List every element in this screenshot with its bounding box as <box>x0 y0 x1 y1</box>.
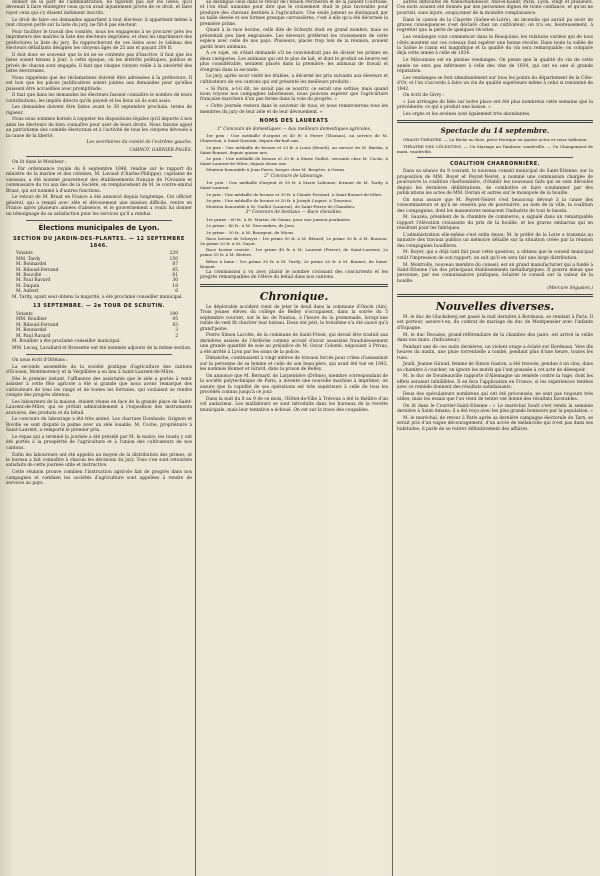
vote-count: 87 <box>172 262 178 268</box>
paragraph: donner de la part de l'administration, ne figurent pas sur les listes; qu'il devenait à faire réintégrer ceux qu'on avait injustement privés de ce droit, et faire rayer ceux qui s'y étaient indûment inscrits. <box>6 0 192 16</box>
paragraph: M. le maréchal, de retour à Paris après sa dernière campagne électorale du Tarn, se serait pris d'un vague découragement, d'un accès de mélancolie qui n'est pas dans ses habitudes; il parle de se retirer définitivement des affaires. <box>397 416 593 432</box>
laureats-subheading: 2° Concours de labourage. <box>264 173 324 179</box>
moniteur-heading: On lit dans le Moniteur : <box>12 160 67 166</box>
vote-note: MM. Lecoq, Lavallard et Brossette ont été nommés adjoints de la même section. <box>12 345 192 351</box>
double-separator <box>200 284 388 287</box>
laureat-entry: 2e prix : Une médaille de bronze et 25 fr. à Louis (Benoît), au service de M. Bardin, à Saint-Bonnet, depuis quinze ans. <box>200 144 388 155</box>
paragraph: Le jury, après avoir visité les étables, a décerné les prix suivants aux éleveurs et cultivateurs de ces cantons qui ont présenté les meilleurs produits : <box>200 74 388 85</box>
candidate-name: M. Bonnardel <box>16 328 47 334</box>
nouvelles-title: Nouvelles diverses. <box>435 299 555 313</box>
spectacle-entry: GRAND-THÉATRE. — La Biche au Bois, pièce féerique en quatre actes et seize tableaux. <box>403 137 588 143</box>
vote-count: 150 <box>169 256 178 262</box>
paragraph: « Les arrivages de blés sur notre place ont été plus nombreux cette semaine que la précédente; ce qui a produit une baisse. » <box>397 99 593 111</box>
separator <box>26 156 172 157</box>
paragraph: Le déplorable accident vient de jeter le deuil dans la commune d'Oncin (Ain). Trois jeunes élèves du collège de Belley s'occupaient, dans la soirée du 5 septembre courant, sur le lac de Nantua, à l'heure de la promenade, lorsqu'une rafale de vent fit chavirer leur bateau. Deux ont péri; le troisième n'a été sauvé qu'à grand'peine. <box>200 304 388 332</box>
paragraph: autres difficultés de Nabuchodonosor, Abd-el-Kader, Paris, Lyon, vingt et plusieurs. Ces mots avaient été donnés par des personnes dignes de toute confiance, et qu'on ne pourrait, sans injure, soupçonner de la moindre complaisance. <box>397 0 593 16</box>
laureat-entry: 1er prix : Une médaille d'argent et 50 fr. à Marie Labonne, fermier de M. Tardy, à Saint-Laurent. <box>200 180 388 191</box>
paragraph: Le repas qui a terminé la journée a été présidé par M. le maire; les toasts y ont été portés à la prospérité de l'agriculture et à l'union des cultivateurs de nos cantons. <box>6 434 192 451</box>
vote-count: 6 <box>175 289 178 295</box>
candidate-name: M. Paul Ravard <box>16 333 51 339</box>
paragraph: Deux des spéculateurs nombreux qui ont été préconisés, ne sont pas toujours très utiles; mais les essais que l'on vient de tenter ont donné des résultats favorables. <box>397 391 593 403</box>
paragraph: On nous assure que M. Peyret-Neiret s'est beaucoup dévoué à la cause des consommateurs et qu'il ne cessera pas de poursuivre, au nom de la ville, la coalition des compagnies, dont les manœuvres menacent l'industrie de tout le bassin. <box>397 197 593 214</box>
source-attribution: (Mercure Ségusien.) <box>547 285 593 291</box>
column-rule <box>195 0 196 876</box>
paragraph: Dès le premier instant, l'affluence des assistants que le zèle a portés à venir assister à cette fête agricole a été si grande que nous avons remarqué des cultivateurs de tous les rangs et de toutes les fortunes, qui voulaient se rendre compte des progrès obtenus. <box>6 376 192 399</box>
double-separator <box>397 294 593 297</box>
column-3 <box>397 0 593 876</box>
vote-count: 85 <box>172 267 178 273</box>
vote-count: 81 <box>172 273 178 278</box>
column-rule <box>392 0 393 876</box>
intro-article <box>6 0 192 139</box>
paragraph: A ce sujet, on s'était demandé s'il ne conviendrait pas de diviser les primes en deux catégories. Les animaux qui ont le plus de lait, et dont le produit en beurre est plus considérable, seraient placés dans la première; les animaux de travail et d'engrais dans la seconde. <box>200 51 388 73</box>
laureats-heading: NOMS DES LAUREATS <box>259 118 329 124</box>
laureat-entry: 3e prime : 30 fr., à M. Bourgeat, de Mions. <box>206 229 295 235</box>
vote-count: 95 <box>172 317 178 323</box>
paragraph: Pendant une de ces nuits dernières, un violent orage a éclaté sur Bordeaux. Vers dix heures du matin, une pluie torrentielle a tombé, pendant plus d'une heure, toutes les rues. <box>397 344 593 361</box>
paragraph: Cette réunion prouve combien l'instruction agricole fait de progrès dans nos campagnes et combien les sociétés d'agriculture sont appelées à rendre de services au pays. <box>6 470 192 486</box>
paragraph: Nous nous sommes bornés à rappeler les dispositions légales qu'il importe à nos amis les électeurs de bien connaître pour user de leurs droits. Nous faisons appel au patriotisme des comités électoraux et à l'activité de tous les citoyens dévoués à la cause de la liberté. <box>6 117 192 139</box>
vote-count: 3 <box>175 328 178 334</box>
chronique-title: Chronique. <box>259 289 329 303</box>
laureat-entry: Mention honorable à M. Guillot (Laurent), de Saint-Pierre-de-Chandieu. <box>206 204 356 210</box>
laureat-entry: Bêtes à laine : 1re prime 30 fr. à M. Tardy; 2e prime 20 fr. à M. Bonnet, de Saint-Bonnet. <box>200 258 388 269</box>
paragraph: Pierre Simon Lacotte, de la commune de Saint-Priest, qui devait être traduit aux dernières assises de l'Ardèche comme accusé d'avoir assassiné frauduleusement une grande quantité de soie au préjudice de M. Oscar Colomb, négociant à Privas, a été arrêté à Lyon par les soins de la police. <box>200 333 388 355</box>
paragraph: M. Sauzéa, président de la chambre de commerce, a signalé dans un remarquable rapport l'élévation croissante du prix de la houille, et les graves embarras qui en résultent pour les fabriques. <box>397 215 593 232</box>
paragraph: Les orges et les avoines sont également très abondantes. <box>403 111 531 117</box>
paragraph: M. le duc Decazes, grand-référendaire de la chambre des pairs, est arrivé la veille dans nos murs. (Indicateur.) <box>397 332 593 343</box>
paragraph: Le Mâconnais est en pleines vendanges. On pense que la qualité du vin de cette année ne sera pas inférieure à celle des vins de 1834, qui ont eu une si grande réputation. <box>397 58 593 74</box>
paragraph: Les vendanges se font simultanément sur tous les points du département de la Côte-d'Or, et l'on s'accorde à faire un vin de qualité supérieure même à celui si renommé de 1842. <box>397 75 593 92</box>
laureat-entry: Race bovine croisée : 1re prime 40 fr. à M. Laurent (Pierre), de Saint-Laurent; 2e prime 25 fr. à M. Rivière. <box>200 247 388 258</box>
paragraph: M. Montrollo, nouveau membre du conseil, est un grand manufacturier qui a fondé à Saint-Etienne l'un des principaux établissements métallurgiques. Il pourra mieux que personne, par ses connaissances pratiques, éclairer le conseil sur la valeur de la houille. <box>397 262 593 284</box>
paragraph: Dans sa séance du 9 courant, le nouveau conseil municipal de Saint-Etienne, sur la proposition de MM. Royet et Peyret-Neiret, a nommé une commission chargée de poursuivre la coalition charbonnière, d'établir les nouveaux faits qui se sont déroulés depuis les dernières délibérations, de combattre et faire condamner par des publications les actes de MM. Dorian et autres sur le monopole de la houille. <box>397 169 593 197</box>
paragraph: Dimanche, continuaient à vingt mètres de travaux forcés pour crime d'assassinat sur la personne de sa femme et celle de son beau-père, qui avait été tué en 1843, les nommés Bonnet et Girard, dans la prison de Belley. <box>200 356 388 373</box>
laureat-entry: 1re prime : 60 fr., à M. Martin, de Genas, pour une jument poulinière. <box>206 217 352 223</box>
paragraph: Les demandes doivent être faites avant le 30 septembre prochain, terme de rigueur. <box>6 105 192 116</box>
paragraph: « Par ordonnance royale du 6 septembre 1846, rendue sur le rapport du ministre de la marine et des colonies, M. Lavaud (Charles-Philippe), capitaine de vaisseau, a été nommé gouverneur des établissements français de l'Océanie et commissaire du roi aux îles de la Société, en remplacement de M. le contre-amiral Bruat, qui est nommé à d'autres fonctions. <box>6 166 192 194</box>
votants-count: 229 <box>169 251 178 257</box>
signature-intro: Les secrétaires du comité de l'extrême gauche, <box>86 140 192 146</box>
candidate-name: M. Riboud-Ferrand <box>16 267 59 273</box>
second-round-title: 13 SEPTEMBRE. — 2e TOUR DE SCRUTIN. <box>33 303 165 310</box>
paragraph: Nous rappelons que les réclamations doivent être adressées à la préfecture. Il est bon que les pièces justificatives soient jointes aux demandes pour qu'elles puissent être accueillies avec promptitude. <box>6 75 192 92</box>
votants-label: Votants <box>16 251 33 257</box>
vote-note: M. Tardy, ayant seul obtenu la majorité, a été proclamé conseiller municipal. <box>12 294 183 300</box>
paragraph: On lit dans le Courrier-Saint-Etienne : « Le maréchal Soult s'est rendu la semaine dernière à Saint-Amans; il a été reçu avec les plus grands honneurs par la population. » <box>397 403 593 415</box>
signature-names: CARNOT, GARNIER-PAGÈS. <box>129 147 192 153</box>
paragraph: M. Royet, qui a déjà tant fait pour cette question, a obtenu que le conseil municipal votât l'impression de son rapport; on sait qu'il en sera fait une large distribution. <box>397 250 593 261</box>
paragraph: Le retour de M. Bruat en France a été annoncé depuis longtemps. Cet officier général, qui a rempli avec zèle et dévouement une mission difficile, rentre en France après plusieurs années d'absence, et le gouvernement a voulu lui donner un témoignage de sa satisfaction pour les services qu'il a rendus. <box>6 195 192 217</box>
paragraph: M. le duc de Doudeauville rapporte d'Allemagne un remède contre la rage, dont les effets seraient infaillibles. Il en fera l'application en France, si les expériences tentées avec ce remède donnent des résultats satisfaisants. <box>397 374 593 391</box>
laureats-subheading: 3° Concours de bestiaux — Race chevaline. <box>245 210 343 216</box>
paragraph: M. le duc de Glucksberg est passé la nuit dernière à Bordeaux, se rendant à Paris. Il est porteur, assure-t-on, du contrat de mariage du duc de Montpensier avec l'infante d'Espagne. <box>397 314 593 331</box>
paragraph: Quant à la race bovine, celle dite de Schwytz était en grand nombre, mais se présentait peu bien engraissée. Les éleveurs préfèrent les croisements de cette espèce avec celle de nos pays. Plusieurs, placés trop loin de la réunion, avaient gardé leurs animaux. <box>200 28 388 50</box>
vote-note: M. Bouillier a été proclamé conseiller municipal. <box>12 339 121 345</box>
votants-count: 190 <box>169 311 178 317</box>
paragraph: Dans le canton de la Clayette (Saône-et-Loire), un incendie qui aurait pu avoir de graves conséquences s'est déclaré chez un cultivateur; on n'a eu, heureusement, à regretter que la perte de quelques récoltes. <box>397 17 593 34</box>
laureat-entry: 1er prix : Une médaille d'argent et 40 fr. à Pierre (Thomas), au service de M. Charreton, à Saint-Quentin, depuis dix-huit ans. <box>200 133 388 144</box>
agriculture-heading: On nous écrit d'Orléans : <box>12 358 68 364</box>
column-2 <box>200 0 388 876</box>
votants-label: Votants <box>16 311 33 317</box>
paragraph: Le concours du labourage a été très animé. Les charrues Dombasle, Grignon et Roville se sont disputé la palme avec un zèle louable. M. Coche, propriétaire à Saint-Laurent, a remporté le premier prix. <box>6 417 192 434</box>
candidate-name: M. Bouvillé <box>16 273 42 278</box>
vote-count: 83 <box>172 322 178 328</box>
paragraph: Enfin les laboureurs ont été appelés au moyen de la distribution des primes, et le bureau a fait connaître à chacun les décisions du jury. Tous s'en sont retournés satisfaits de cette journée utile et instructive. <box>6 452 192 469</box>
candidate-name: M. Bonnardel <box>16 262 47 268</box>
paragraph: Il faut que dans les demandes les électeurs fassent connaître le nombre de leurs contributions, les impôts directs qu'ils payent et les lieux où ils sont assis. <box>6 93 192 104</box>
paragraph: On écrit de Givry : <box>403 93 445 99</box>
double-separator <box>397 120 593 123</box>
election-subtitle: SECTION DU JARDIN-DES-PLANTES. — 12 SEPTEMBRE 1846. <box>13 236 185 249</box>
laureat-entry: 2e prime : 40 fr., à M. Descombes, de Jons. <box>206 223 296 229</box>
election-title: Élections municipales de Lyon. <box>38 224 160 233</box>
candidate-name: M. Riboud-Ferrand <box>16 322 59 328</box>
paragraph: « Si Paris, a-t-il dit, ne savait pas se nourrir, ce serait une sottise; mais quand nous voyons nos campagnes laborieuses, nous pouvons espérer que l'agriculture française marchera d'un pas ferme dans la voie du progrès. » <box>200 86 388 103</box>
paragraph: On annonce que M. Bernard, de Larpentière (Drôme), membre correspondant de la société polytechnique de Paris, a inventé une nouvelle machine à imprimer; on assure que la rapidité de ses opérations est très supérieure à celle de tous les procédés connus jusqu'à ce jour. <box>200 373 388 396</box>
spectacle-title: Spectacle du 14 septembre. <box>440 126 550 136</box>
candidate-name: M. Aubert <box>16 289 39 295</box>
candidate-name: MM. Tardy <box>16 256 41 262</box>
column-1 <box>6 0 192 876</box>
paragraph: L'administration elle-même s'est enfin émue; M. le préfet de la Loire a transmis au ministre des travaux publics un mémoire détaillé sur la situation créée par la réunion des compagnies houillères. <box>397 232 593 249</box>
laureat-entry: Race bovine de Schwytz : 1re prime 50 fr. à M. Bérard; 2e prime 30 fr. à M. Boisson; 3e prime 20 fr. à M. Guyot. <box>200 235 388 246</box>
separator <box>417 157 573 158</box>
separator <box>26 220 172 221</box>
paragraph: Les laboureurs de la maison, étaient réunis en face de la grande place de Saint-Laurent-de-Mûre, qui se prêtait admirablement à l'exposition des instruments aratoires, des produits et du bétail. <box>6 399 192 416</box>
vote-count: 2 <box>175 333 178 339</box>
coalition-title: COALITION CHARBONNIÈRE. <box>449 160 541 167</box>
paragraph: Les vendanges vont commencer dans le Beaujolais; les relations variées qui de tous côtés montent sur ces coteaux font espérer une bonne récolte. Dans toute la vallée de la Saône le raisin est magnifique et la qualité du vin sera remarquable; on compare déjà cette année à celle de 1834. <box>397 35 593 57</box>
laureat-entry: 2e prix : Une médaille de bronze et 30 fr. à Claude Ferrand, à Saint-Bonnet-de-Mûre. <box>206 191 383 197</box>
paragraph: Dans la nuit du 8 au 9 de ce mois, l'Hôtel-de-Ville à Trévoux a été le théâtre d'un vol audacieux. Les malfaiteurs se sont introduits dans les bureaux de la recette municipale, mais leur tentative a échoué. On est sur la trace des coupables. <box>200 396 388 413</box>
laureat-entry: Mention honorable à Jean Favre, berger chez M. Bruyère, à Genas. <box>206 167 346 173</box>
paragraph: La seconde assemblée de la société pratique d'agriculture des cantons d'Ecouen, Montmorency et la Verpillière a eu lieu à Saint-Laurent-de-Mûre. <box>6 364 192 376</box>
laureat-entry: 3e prix : Une médaille de bronze et 20 fr. à Joseph Coquet, à Toussieu. <box>206 197 353 203</box>
candidate-name: M. Daquin <box>16 283 40 289</box>
candidate-name: MM. Bouillier <box>16 317 47 323</box>
paragraph: « Cette journée restera dans le souvenir de tous, et nous remercierons tous les membres du jury de leur zèle et de leur dévouement. » <box>200 104 388 115</box>
separator <box>26 354 172 355</box>
paragraph: Il doit donc se souvenir que la loi ne se contente pas d'inscrire, il faut que les listes soient tenues à jour; à cette époque, où les intérêts politiques, publics et privés de chacun sont engagés, il faut que chaque citoyen veille à la sincérité des listes électorales. <box>6 52 192 74</box>
vote-count: 30 <box>172 278 178 284</box>
laureats-subheading: 1° Concours de domestiques — Aux meilleurs domestiques agricoles. <box>216 126 372 132</box>
paragraph: au distingué ceux dans le retour de l'étalon Percheron et de la jument Courtoise, et l'on était unanime pour dire que le croisement était le plus favorable pour produire des chevaux destinés à l'agriculture. Une seule jument se distinguait par sa taille élevée et ses formes presque carrossières; c'est à elle qu'a été décernée la première prime. <box>200 0 388 27</box>
candidate-name: M. Paul Ravard <box>16 278 51 284</box>
vote-count: 18 <box>172 283 178 289</box>
paragraph: Pour faciliter le travail des comités, nous les engageons à se procurer près les imprimeurs des mairies la liste des électeurs imprimée, et chez les imprimeurs des préfectures la liste du jury. Ils rapprocheront de ces listes avec le tableau des électeurs défaillants désignés les citoyens âgés de 25 ans et payant 200 fr. <box>6 29 192 51</box>
laureats-note: La commission a vu avec plaisir le nombre croissant des concurrents et les progrès remarquables de l'élève du bétail dans nos cantons. <box>200 270 388 281</box>
spectacle-entry: THÉATRE DES CÉLESTINS. — Un Mariage au Tambour, vaudeville. — Un Changement de main, vaudeville. <box>397 143 593 154</box>
laureat-entry: 3e prix : Une médaille de bronze et 20 fr. à Marie Guillot, servante chez M. Coche, à Saint-Laurent-de-Mûre, depuis douze ans. <box>200 155 388 166</box>
paragraph: Jeudi, Jeanne Giraud, femme de Simon Gaston, a été trouvée, pendue à un clou, dans sa chambre à coucher; on ignore les motifs qui l'ont poussée à cet acte de désespoir. <box>397 362 593 373</box>
paragraph: Le droit de faire ces demandes appartient à tout électeur; il appartient même à tout citoyen porté sur la liste du jury, ne fût-il pas électeur. <box>6 17 192 28</box>
